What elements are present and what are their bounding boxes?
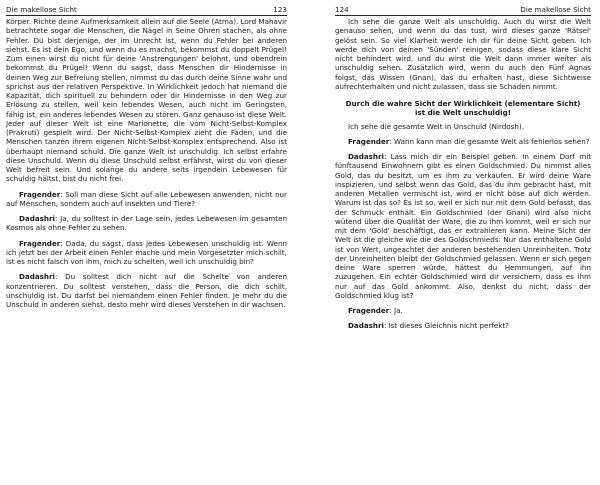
paragraph: Ich sehe die ganze Welt als unschuldig. Auch du wirst die Welt genauso sehen, und wenn du das tust, wird dieses ganze 'Rätsel' gelöst sein. So viel Klarheit werde ich dir für deine Sicht geben. Ich werde dich von deinen 'Sünden' reinigen, sodass diese klare Sicht nicht behindert wird, und du wirst die Welt dann immer weiter als unschuldig sehen. Zusätzlich wird, wenn du auch den Fünf Agnas folgst, das Wissen (Gnan), das du erhalten hast, diese Sichtweise aufrechterhalten und nicht zulassen, dass sie Schaden nimmt. (335, 17, 591, 91)
left-running-title: Die makellose Sicht (6, 5, 77, 14)
dialog-text: Wann kann man die gesamte Welt als fehlerlos sehen? (393, 136, 590, 146)
dialog-paragraph: Fragender: Soll man diese Sicht auf alle Lebewesen anwenden, nicht nur auf Menschen, sondern auch auf Insekten und Tiere? (6, 189, 287, 208)
right-header-rule (335, 15, 591, 16)
dialog-text: Ja, du solltest in der Lage sein, jedes Lebewesen im gesamten Kosmos als ohne Fehler zu sehen. (6, 214, 287, 233)
speaker-label: Fragender (19, 238, 61, 248)
left-page (0, 0, 299, 485)
dialog-text: Du solltest dich nicht auf die Schelte von anderen konzentrieren. Du solltest verstehen, dass die Person, die dich schilt, unschuldig ist. Du darfst bei niemandem einen Fehler finden. Je mehr du die Unschuld in anderen siehst, desto mehr wird dieses Verstehen in dir wachsen. (6, 272, 287, 309)
left-page-number: 123 (273, 5, 287, 14)
right-page (301, 0, 600, 485)
dialog-paragraph: Fragender: Wann kann man die gesamte Welt als fehlerlos sehen? (348, 136, 590, 146)
paragraph: Ich sehe die gesamte Welt in Unschuld (Nirdosh). (348, 121, 524, 131)
dialog-paragraph: Fragender: Ja. (348, 306, 403, 315)
dialog-paragraph: Dadashri: Lass mich dir ein Beispiel geben. In einem Dorf mit fünftausend Einwohnern gibt es einen Goldschmied. Du nimmst alles Gold, das du besitzt, um es ihm zu verkaufen. Er wird deine Ware inspizieren, und selbst wenn das Gold, das du ihm gebracht hast, mit anderen Metallen vermischt ist, wird er nicht böse auf dich werden. Warum ist das so? Es ist so, weil er sich nur mit dem Gold befasst, das der Schmuck enthält. Ein Goldschmied (der Gnani) wird also nicht wütend über die Qualität der Ware, die zu ihm kommt, weil er sich nur mit dem 'Gold' beschäftigt, das er extrahieren kann. Meine Sicht der Welt ist die gleiche wie die des Goldschmieds: Nur das enthaltene Gold ist von Wert, ungeachtet der anderen bestehenden Unreinheiten. Trotz der Unreinheiten bleibt der Goldschmied gelassen. Wenn er sich gegen deine Ware sperren würde, hättest du Hemmungen, auf ihn zuzugehen. Ein echter Goldschmied wird dir versichern, dass es ihm nur auf das Gold ankommt. Also, denkst du nicht, dass der Goldschmied klug ist? (335, 152, 591, 300)
dialog-text: Ja. (393, 306, 403, 315)
speaker-label: Dadashri (348, 152, 384, 161)
dialog-text: Dada, du sagst, dass jedes Lebewesen unschuldig ist. Wenn ich jetzt bei der Arbeit einen Fehler mache und mein Vorgesetzter mich schilt, ist es nicht falsch von ihm, mich zu schelten, weil ich unschuldig bin? (6, 238, 287, 266)
right-page-number: 124 (335, 5, 349, 14)
left-page-header (6, 4, 287, 14)
section-heading: Durch die wahre Sicht der Wirklichkeit (elementare Sicht) ist die Welt unschuldig! (345, 99, 581, 118)
speaker-label: Fragender (348, 136, 390, 146)
paragraph: Körper. Richte deine Aufmerksamkeit allein auf die Seele (Atma). Lord Mahavir betrachtete sogar die Menschen, die Nägel in Seine Ohren stachen, als ohne Fehler. Du bist derjenige, der im Unrecht ist, wenn du Fehler bei anderen siehst. Es ist dein Ego, und wenn du es machst, bekommst du doppelt Prügel! Zum einen wirst du nicht für deine 'Anstrengungen' belohnt, und obendrein bekommst du Prügel! Wenn du sagst, dass Menschen dir Hindernisse in deinen Weg zur Befreiung stellen, nimmst du das durch deine Sinne wahr und sprichst aus der relativen Perspektive. In Wirklichkeit jedoch hat niemand die Kapazität, dich spirituell zu behindern oder dir Hindernisse in den Weg zur Erlösung zu stellen, weil kein lebendes Wesen, auch nicht im Geringsten, fähig ist, ein anderes lebendes Wesen zu stören. Ganz genauso ist diese Welt. Jeder auf dieser Welt ist eine Marionette, die vom Nicht-Selbst-Komplex (Prakruti) gespielt wird. Der Nicht-Selbst-Komplex zieht die Fäden, und die Menschen tanzen ihrem eigenen Nicht-Selbst-Komplex entsprechend. Also ist überhaupt niemand schuld. Die ganze Welt ist unschuldig. Ich selbst erfahre diese Unschuld. Wenn du diese Unschuld selbst erfährst, wirst du von dieser Welt befreit sein. Und solange du andere seits irgendein Lebewesen für schuldig hältst, bist du nicht frei. (6, 17, 287, 184)
dialog-paragraph: Dadashri: Ja, du solltest in der Lage sein, jedes Lebewesen im gesamten Kosmos als ohne Fehler zu sehen. (6, 214, 287, 233)
right-page-header (335, 4, 591, 14)
dialog-paragraph: Fragender: Dada, du sagst, dass jedes Lebewesen unschuldig ist. Wenn ich jetzt bei der Arbeit einen Fehler mache und mein Vorgesetzter mich schilt, ist es nicht falsch von ihm, mich zu schelten, weil ich unschuldig bin? (6, 238, 287, 266)
dialog-paragraph: Dadashri: Ist dieses Gleichnis nicht perfekt? (348, 321, 509, 331)
dialog-text: Lass mich dir ein Beispiel geben. In einem Dorf mit fünftausend Einwohnern gibt es einen Goldschmied. Du nimmst alles Gold, das du besitzt, um es ihm zu verkaufen. Er wird deine Ware inspizieren, und selbst wenn das Gold, das du ihm gebracht hast, mit anderen Metallen vermischt ist, wird er nicht böse auf dich werden. Warum ist das so? Es ist so, weil er sich nur mit dem Gold befasst, das der Schmuck enthält. Ein Goldschmied (der Gnani) wird also nicht wütend über die Qualität der Ware, die zu ihm kommt, weil er sich nur mit dem 'Gold' beschäftigt, das er extrahieren kann. Meine Sicht der Welt ist die gleiche wie die des Goldschmieds: Nur das enthaltene Gold ist von Wert, ungeachtet der anderen bestehenden Unreinheiten. Trotz der Unreinheiten bleibt der Goldschmied gelassen. Wenn er sich gegen deine Ware sperren würde, hättest du Hemmungen, auf ihn zuzugehen. Ein echter Goldschmied wird dir versichern, dass es ihm nur auf das Gold ankommt. Also, denkst du nicht, dass der Goldschmied klug ist? (335, 152, 591, 300)
speaker-label: Fragender (348, 306, 390, 315)
left-header-rule (6, 15, 287, 16)
right-running-title: Die makellose Sicht (520, 5, 591, 14)
speaker-label: Fragender (19, 189, 61, 199)
dialog-text: Soll man diese Sicht auf alle Lebewesen anwenden, nicht nur auf Menschen, sondern auch auf Insekten und Tiere? (6, 189, 287, 208)
speaker-label: Dadashri (19, 214, 55, 223)
left-page-body (6, 17, 287, 309)
dialog-paragraph: Dadashri: Du solltest dich nicht auf die Schelte von anderen konzentrieren. Du solltest verstehen, dass die Person, die dich schilt, unschuldig ist. Du darfst bei niemandem einen Fehler finden. Je mehr du die Unschuld in anderen siehst, desto mehr wird dieses Verstehen in dir wachsen. (6, 272, 287, 309)
dialog-text: Ist dieses Gleichnis nicht perfekt? (388, 321, 509, 331)
speaker-label: Dadashri (348, 321, 384, 331)
speaker-label: Dadashri (19, 272, 55, 282)
right-page-body (335, 17, 591, 331)
